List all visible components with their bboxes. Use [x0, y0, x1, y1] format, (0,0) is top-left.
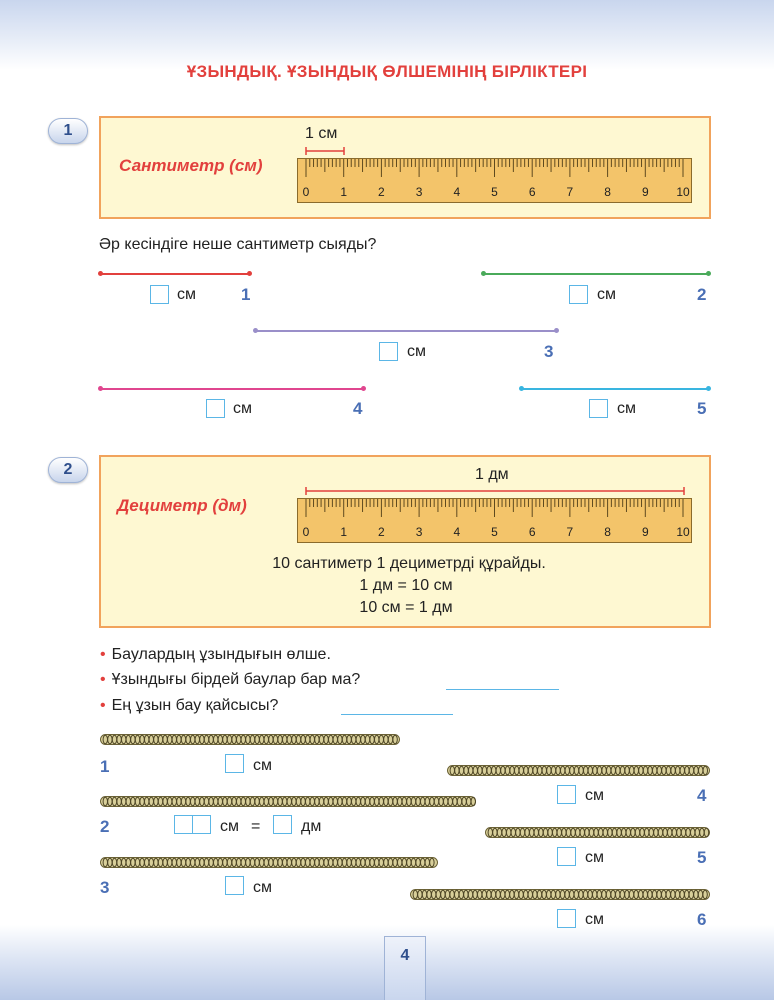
segment-4-line	[100, 388, 364, 390]
ruler-number: 4	[453, 525, 461, 539]
chain-6-answer-box[interactable]	[557, 909, 576, 928]
segment-1-line	[100, 273, 250, 275]
chain-2-answer-box-ones[interactable]	[192, 815, 211, 834]
decimeter-ruler	[297, 498, 692, 543]
ruler-number: 0	[302, 185, 310, 199]
chain-1	[100, 733, 400, 746]
one-cm-label: 1 см	[305, 125, 338, 142]
segment-2-number: 2	[697, 285, 707, 304]
cm-to-dm-equation: 10 см = 1 дм	[359, 599, 453, 616]
ruler-number: 10	[676, 525, 690, 539]
chain-4-number: 4	[697, 786, 707, 805]
ruler-scale	[298, 159, 690, 201]
chain-1-number: 1	[100, 757, 110, 776]
decimeter-title: Дециметр (дм)	[117, 496, 247, 515]
exercise-1-question: Әр кесіндіге неше сантиметр сыяды?	[99, 236, 377, 253]
chain-2-equals: =	[251, 818, 261, 835]
one-dm-label: 1 дм	[475, 466, 509, 483]
page-number: 4	[400, 947, 410, 964]
ruler-number: 7	[566, 525, 574, 539]
segment-3-line	[255, 330, 557, 332]
exercise-1-badge: 1	[48, 118, 88, 144]
ruler-number: 4	[453, 185, 461, 199]
ruler-scale	[298, 499, 690, 541]
ruler-number: 2	[378, 185, 385, 199]
ruler-number: 5	[491, 525, 498, 539]
chain-2-unit-dm: дм	[301, 818, 322, 835]
chain-1-answer-box[interactable]	[225, 754, 244, 773]
bullet-item-2-text: Ұзындығы бірдей баулар бар ма?	[111, 671, 361, 688]
ruler-number: 9	[641, 525, 649, 539]
bullet-item-3-text: Ең ұзын бау қайсысы?	[111, 697, 279, 714]
chain-6-unit: см	[585, 911, 604, 928]
chain-3-unit: см	[253, 879, 272, 896]
chain-3-answer-box[interactable]	[225, 876, 244, 895]
same-length-answer-line[interactable]	[446, 689, 559, 690]
segment-3-number: 3	[544, 342, 554, 361]
ruler-number: 0	[302, 525, 310, 539]
chain-3-number: 3	[100, 878, 110, 897]
ruler-number: 1	[340, 525, 348, 539]
chain-2-unit-cm: см	[220, 818, 239, 835]
chain-6-number: 6	[697, 910, 707, 929]
bullet-item-1-text: Баулардың ұзындығын өлше.	[111, 646, 331, 663]
segment-3-unit: см	[407, 343, 426, 360]
chain-1-unit: см	[253, 757, 272, 774]
chain-6	[410, 888, 710, 901]
decimeter-info-box	[99, 455, 711, 628]
exercise-2-badge: 2	[48, 457, 88, 483]
chain-5-unit: см	[585, 849, 604, 866]
ruler-number: 3	[415, 525, 423, 539]
one-dm-bracket	[304, 486, 686, 496]
segment-5-line	[521, 388, 709, 390]
bullet-item-3: • Ең ұзын бау қайсысы?	[100, 697, 279, 714]
chain-2-answer-box-tens[interactable]	[174, 815, 193, 834]
segment-4-unit: см	[233, 400, 252, 417]
ruler-number: 6	[528, 525, 536, 539]
ruler-number: 7	[566, 185, 574, 199]
chain-5	[485, 826, 710, 839]
chain-3	[100, 856, 438, 869]
ruler-number: 10	[676, 185, 690, 199]
bullet-item-1: • Баулардың ұзындығын өлше.	[100, 646, 331, 663]
ruler-number: 9	[641, 185, 649, 199]
page-number-tab	[384, 936, 426, 1000]
top-gradient	[0, 0, 774, 70]
ruler-number: 3	[415, 185, 423, 199]
chain-2	[100, 795, 476, 808]
segment-2-line	[483, 273, 709, 275]
ruler-number: 1	[340, 185, 348, 199]
longest-answer-line[interactable]	[341, 714, 453, 715]
segment-2-answer-box[interactable]	[569, 285, 588, 304]
page-title: ҰЗЫНДЫҚ. ҰЗЫНДЫҚ ӨЛШЕМІНІҢ БІРЛІКТЕРІ	[186, 62, 588, 81]
chain-4	[447, 764, 710, 777]
segment-2-unit: см	[597, 286, 616, 303]
chain-2-answer-box-dm[interactable]	[273, 815, 292, 834]
segment-5-number: 5	[697, 399, 707, 418]
centimeter-ruler	[297, 158, 692, 203]
chain-5-number: 5	[697, 848, 707, 867]
segment-1-unit: см	[177, 286, 196, 303]
decimeter-definition: 10 сантиметр 1 дециметрді құрайды.	[272, 555, 546, 572]
segment-1-number: 1	[241, 285, 251, 304]
chain-5-answer-box[interactable]	[557, 847, 576, 866]
dm-to-cm-equation: 1 дм = 10 см	[359, 577, 453, 594]
centimeter-title: Сантиметр (см)	[119, 156, 263, 175]
segment-3-answer-box[interactable]	[379, 342, 398, 361]
centimeter-info-box	[99, 116, 711, 219]
ruler-number: 8	[604, 525, 611, 539]
chain-4-unit: см	[585, 787, 604, 804]
one-cm-bracket	[304, 146, 346, 156]
segment-1-answer-box[interactable]	[150, 285, 169, 304]
segment-5-answer-box[interactable]	[589, 399, 608, 418]
chain-2-number: 2	[100, 817, 110, 836]
chain-4-answer-box[interactable]	[557, 785, 576, 804]
segment-4-answer-box[interactable]	[206, 399, 225, 418]
ruler-number: 8	[604, 185, 611, 199]
segment-5-unit: см	[617, 400, 636, 417]
bullet-item-2: • Ұзындығы бірдей баулар бар ма?	[100, 671, 361, 688]
segment-4-number: 4	[353, 399, 363, 418]
ruler-number: 6	[528, 185, 536, 199]
ruler-number: 2	[378, 525, 385, 539]
ruler-number: 5	[491, 185, 498, 199]
